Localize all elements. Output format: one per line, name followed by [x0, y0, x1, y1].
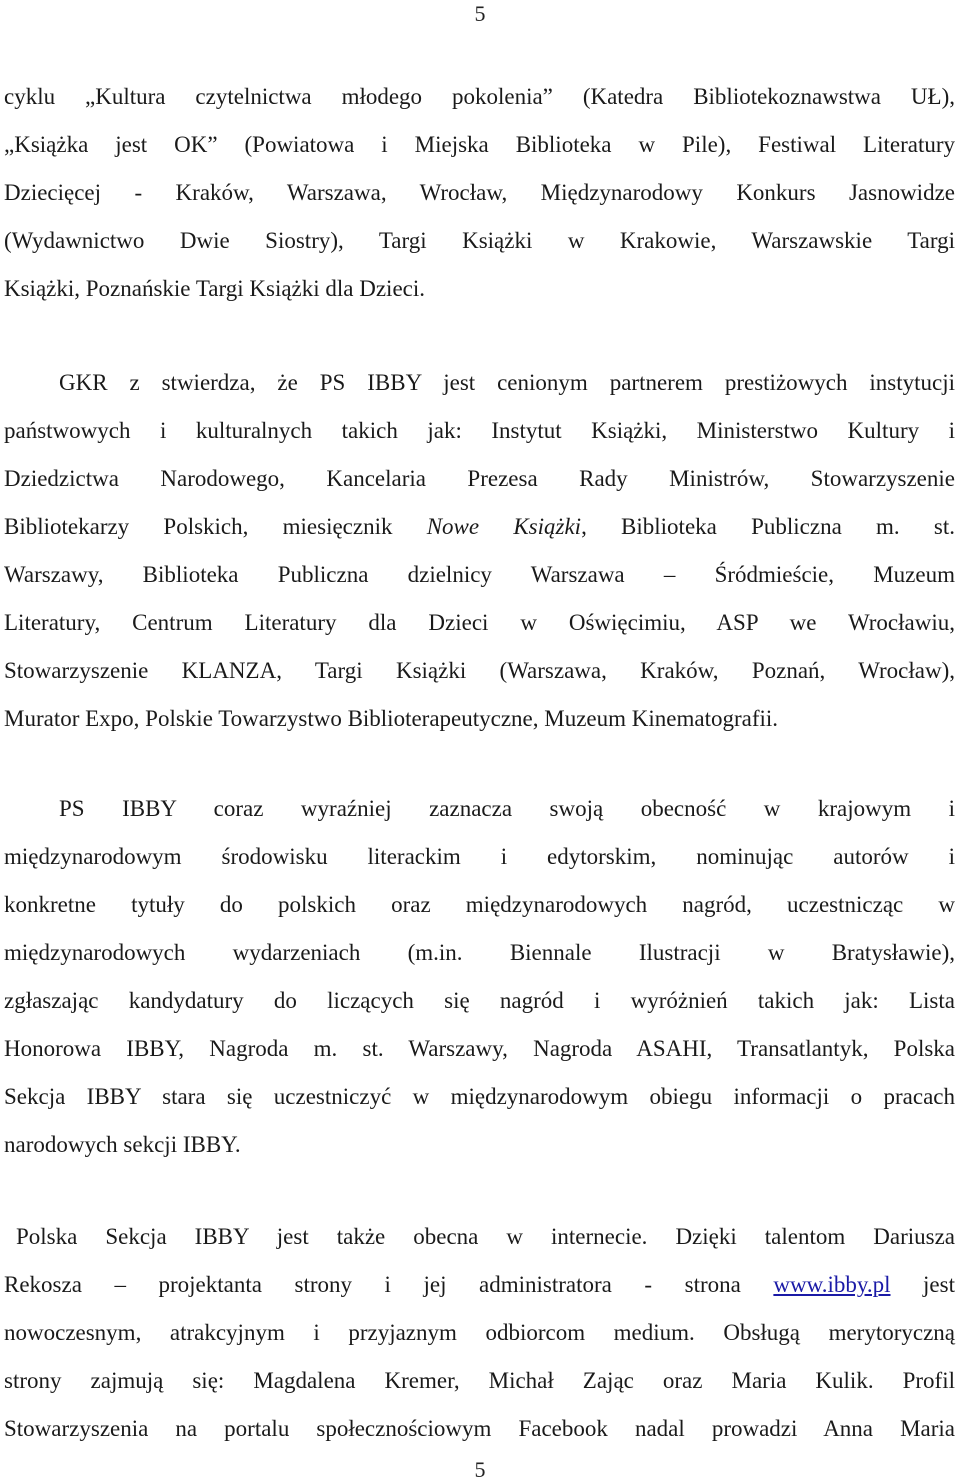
- text-line: międzynarodowych wydarzeniach (m.in. Biennale Ilustracji w Bratysławie),: [4, 940, 955, 965]
- text-line: (Wydawnictwo Dwie Siostry), Targi Książki w Krakowie, Warszawskie Targi: [4, 228, 955, 253]
- text-line: Stowarzyszenia na portalu społecznościowym Facebook nadal prowadzi Anna Maria: [4, 1416, 955, 1441]
- text-line: [4, 1261, 955, 1309]
- text-line: międzynarodowym środowisku literackim i edytorskim, nominując autorów i: [4, 844, 955, 869]
- text-line: GKR z stwierdza, że PS IBBY jest cenionym partnerem prestiżowych instytucji: [59, 370, 955, 395]
- text-fragment: jest: [890, 1272, 955, 1297]
- website-link[interactable]: www.ibby.pl: [773, 1272, 891, 1297]
- text-fragment: , Biblioteka Publiczna m. st.: [581, 514, 955, 539]
- text-line: narodowych sekcji IBBY.: [4, 1132, 241, 1157]
- text-line: Polska Sekcja IBBY jest także obecna w internecie. Dzięki talentom Dariusza: [16, 1224, 955, 1249]
- text-line: Dziecięcej - Kraków, Warszawa, Wrocław, Międzynarodowy Konkurs Jasnowidze: [4, 180, 955, 205]
- text-line: [4, 503, 955, 551]
- text-line: Sekcja IBBY stara się uczestniczyć w międzynarodowym obiegu informacji o pracach: [4, 1084, 955, 1109]
- text-line: „Książka jest OK” (Powiatowa i Miejska Biblioteka w Pile), Festiwal Literatury: [4, 132, 955, 157]
- page-number-top: 5: [474, 1, 486, 26]
- text-line: Książki, Poznańskie Targi Książki dla Dzieci.: [4, 276, 426, 301]
- paragraph-partners: [4, 359, 955, 743]
- page-number-bottom: 5: [474, 1457, 486, 1482]
- text-line: PS IBBY coraz wyraźniej zaznacza swoją obecność w krajowym i: [59, 796, 955, 821]
- text-line: konkretne tytuły do polskich oraz międzynarodowych nagród, uczestnicząc w: [4, 892, 955, 917]
- text-line: strony zajmują się: Magdalena Kremer, Michał Zając oraz Maria Kulik. Profil: [4, 1368, 955, 1393]
- text-line: Stowarzyszenie KLANZA, Targi Książki (Warszawa, Kraków, Poznań, Wrocław),: [4, 658, 955, 683]
- text-fragment: Bibliotekarzy Polskich, miesięcznik: [4, 514, 427, 539]
- text-line: państwowych i kulturalnych takich jak: Instytut Książki, Ministerstwo Kultury i: [4, 418, 955, 443]
- text-line: Literatury, Centrum Literatury dla Dzieci w Oświęcimiu, ASP we Wrocławiu,: [4, 610, 955, 635]
- paragraph-international: [4, 785, 955, 1169]
- text-line: Dziedzictwa Narodowego, Kancelaria Prezesa Rady Ministrów, Stowarzyszenie: [4, 466, 955, 491]
- paragraph-events: [4, 73, 955, 313]
- text-fragment: Rekosza – projektanta strony i jej administratora - strona: [4, 1272, 774, 1297]
- text-line: Murator Expo, Polskie Towarzystwo Biblioterapeutyczne, Muzeum Kinematografii.: [4, 706, 779, 731]
- text-line: cyklu „Kultura czytelnictwa młodego pokolenia” (Katedra Bibliotekoznawstwa UŁ),: [4, 84, 955, 109]
- text-line: nowoczesnym, atrakcyjnym i przyjaznym odbiorcom medium. Obsługą merytoryczną: [4, 1320, 955, 1345]
- text-line: Honorowa IBBY, Nagroda m. st. Warszawy, Nagroda ASAHI, Transatlantyk, Polska: [4, 1036, 955, 1061]
- text-line: Warszawy, Biblioteka Publiczna dzielnicy Warszawa – Śródmieście, Muzeum: [4, 562, 955, 587]
- text-line: zgłaszając kandydatury do liczących się nagród i wyróżnień takich jak: Lista: [4, 988, 955, 1013]
- paragraph-internet: [4, 1213, 955, 1453]
- magazine-title: Nowe Książki: [426, 514, 582, 539]
